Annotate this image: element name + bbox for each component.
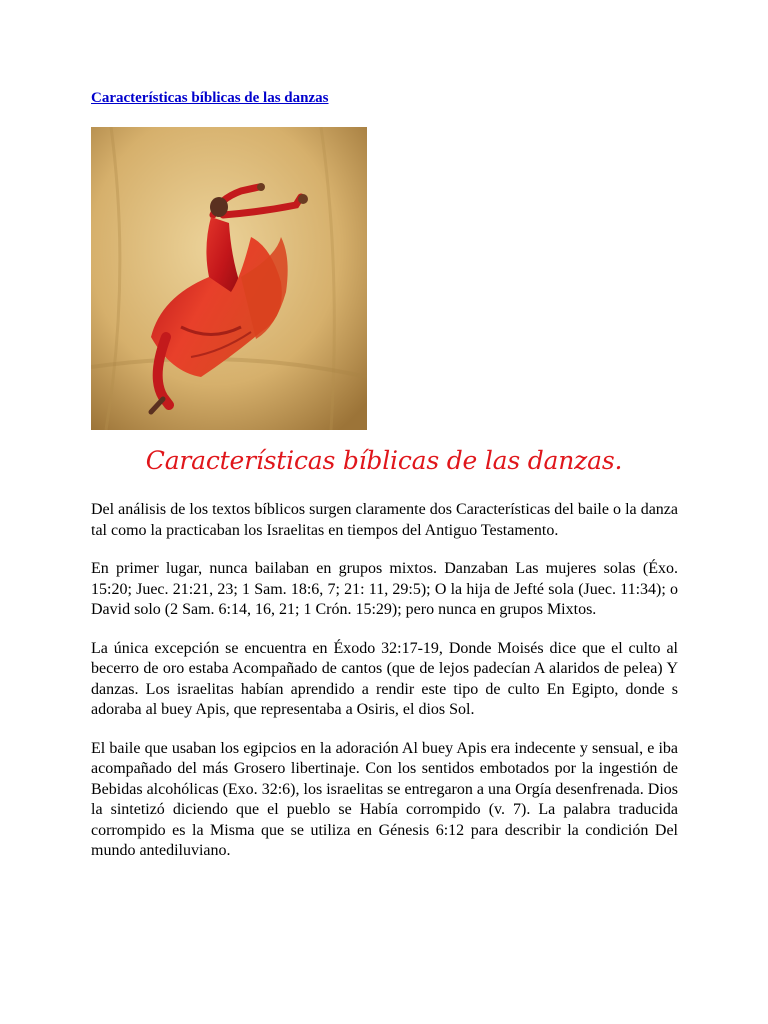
body-text	[91, 500, 678, 880]
title-link[interactable]: Características bíblicas de las danzas	[91, 90, 329, 106]
dancer-photo	[91, 127, 367, 430]
document-heading: Características bíblicas de las danzas.	[145, 446, 623, 475]
paragraph-2: En primer lugar, nunca bailaban en grupos mixtos. Danzaban Las mujeres solas (Éxo. 15:20; Juec. 21:21, 23; 1 Sam. 18:6, 7; 21: 11, 29:5); O la hija de Jefté sola (Juec. 11:34); o David solo (2 Sam. 6:14, 16, 21; 1 Crón. 15:29); pero nunca en grupos Mixtos.	[91, 560, 678, 618]
dancer-illustration	[91, 127, 367, 430]
paragraph-4: El baile que usaban los egipcios en la adoración Al buey Apis era indecente y sensual, e iba acompañado del más Grosero libertinaje. Con los sentidos embotados por la ingestión de Bebidas alcohólicas (Exo. 32:6), los israelitas se entregaron a una Orgía desenfrenada. Dios la sintetizó diciendo que el pueblo se Había corrompido (v. 7). La palabra traducida corrompido es la Misma que se utiliza en Génesis 6:12 para describir la condición Del mundo antediluviano.	[91, 739, 678, 859]
paragraph-3: La única excepción se encuentra en Éxodo 32:17-19, Donde Moisés dice que el culto al becerro de oro estaba Acompañado de cantos (que de lejos padecían A alaridos de pelea) Y danzas. Los israelitas habían aprendido a rendir este tipo de culto En Egipto, donde s adoraba al buey Apis, que representaba a Osiris, el dios Sol.	[91, 639, 678, 718]
paragraph-1: Del análisis de los textos bíblicos surgen claramente dos Características del baile o la danza tal como la practicaban los Israelitas en tiempos del Antiguo Testamento.	[91, 501, 678, 539]
